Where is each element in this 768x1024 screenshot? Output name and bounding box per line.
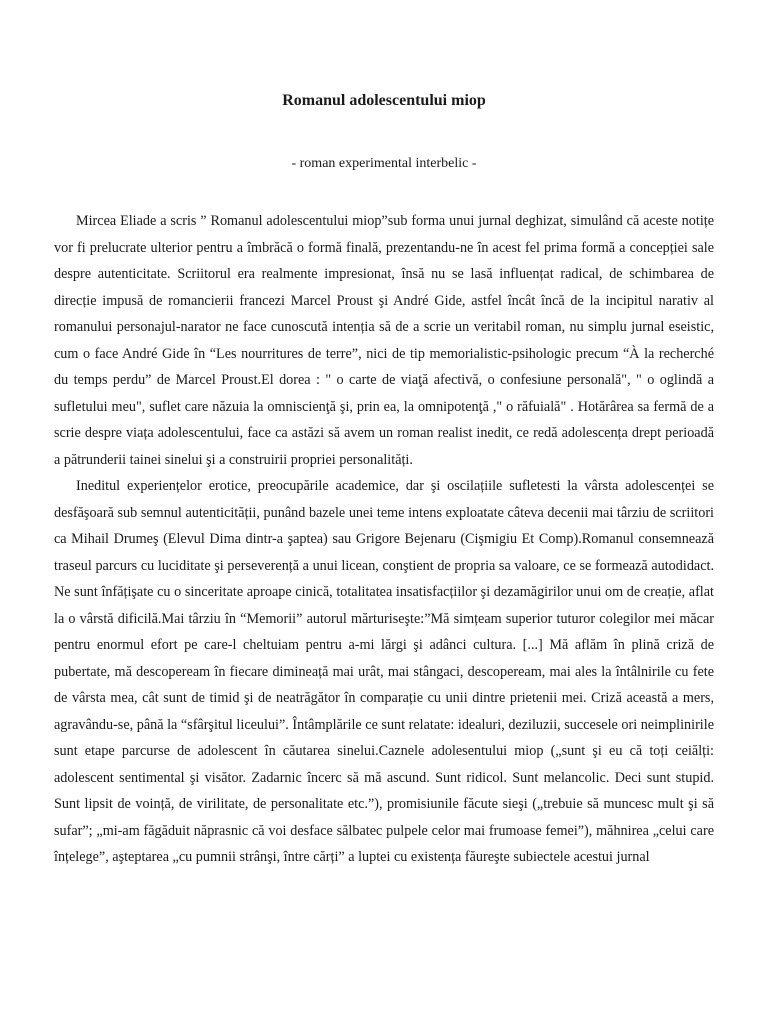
document-title: Romanul adolescentului miop [282,92,486,109]
paragraph-1: Mircea Eliade a scris ” Romanul adolescentului miop”sub forma unui jurnal deghizat, simulând că aceste notițe vor fi prelucrate ulterior pentru a îmbrăcă o formă finală, prezentandu-ne în acest fel prima formă a concepției sale despre autenticitate. Scriitorul era realmente impresionat, însă nu se lasă influențat radical, de schimbarea de direcție impusă de romancierii francezi Marcel Proust şi André Gide, astfel încât încă de la incipitul narativ al romanului personajul-narator ne face cunoscută intenția să de a scrie un veritabil roman, nu simplu jurnal eseistic, cum o face André Gide în “Les nourritures de terre”, nici de tip memorialistic-psihologic precum “À la recherché du temps perdu” de Marcel Proust.El dorea : " o carte de viaţă afectivă, o confesiune personală", " o oglindă a sufletului meu", suflet care năzuia la omniscienţă şi, prin ea, la omnipotenţă ," o răfuială" . Hotărârea sa fermă de a scrie despre viața adolescentului, face ca astăzi să avem un roman realist inedit, ce redă adolescența drept perioadă a pătrunderii tainei sinelui şi a construirii propriei personalități. [54,213,714,468]
paragraph-2: Ineditul experiențelor erotice, preocupările academice, dar şi oscilațiile sufletesti la vârsta adolescenței se desfăşoară sub semnul autenticității, punând bazele unei teme intens exploatate câteva decenii mai târziu de scriitori ca Mihail Drumeş (Elevul Dima dintr-a şaptea) sau Grigore Bejenaru (Cişmigiu Et Comp).Romanul consemnează traseul parcurs cu luciditate şi perseverență a unui licean, conştient de propria sa valoare, ce se formează autodidact. Ne sunt înfățişate cu o sinceritate aproape cinică, totalitatea insatisfacțiilor şi dezamăgirilor unui om de creație, aflat la o vârstă dificilă.Mai târziu în “Memorii” autorul mărturiseşte:”Mă simțeam superior tuturor colegilor mei măcar pentru enormul efort pe care-l cheltuiam pentru a-mi lărgi şi adânci cultura. [...] Mă aflăm în plină criză de pubertate, mă descopeream în fiecare dimineață mai urât, mai stângaci, descopeream, mai ales la întâlnirile cu fete de vârsta mea, cât sunt de timid şi de neatrăgător în comparație cu unii dintre prietenii mei. Criză această a mers, agravându-se, până la “sfârşitul liceului”. Întâmplările ce sunt relatate: idealuri, deziluzii, succesele ori neimplinirile sunt etape parcurse de adolescent în căutarea sinelui.Caznele adolesentului miop („sunt şi eu că toți ceiălți: adolescent sentimental şi visător. Zadarnic încerc să mă ascund. Sunt ridicol. Sunt melancolic. Deci sunt stupid. Sunt lipsit de voință, de virilitate, de personalitate etc.”), promisiunile făcute sieşi („trebuie să muncesc mult şi să sufar”; „mi-am făgăduit năprasnic că voi desface sălbatec pulpele celor mai frumoase femei”), măhnirea „celui care înțelege”, aşteptarea „cu pumnii strânşi, între cărți” a luptei cu existența făureşte subiectele acestui jurnal [54,478,714,865]
document-subtitle: - roman experimental interbelic - [291,156,477,171]
document-body [54,208,714,871]
